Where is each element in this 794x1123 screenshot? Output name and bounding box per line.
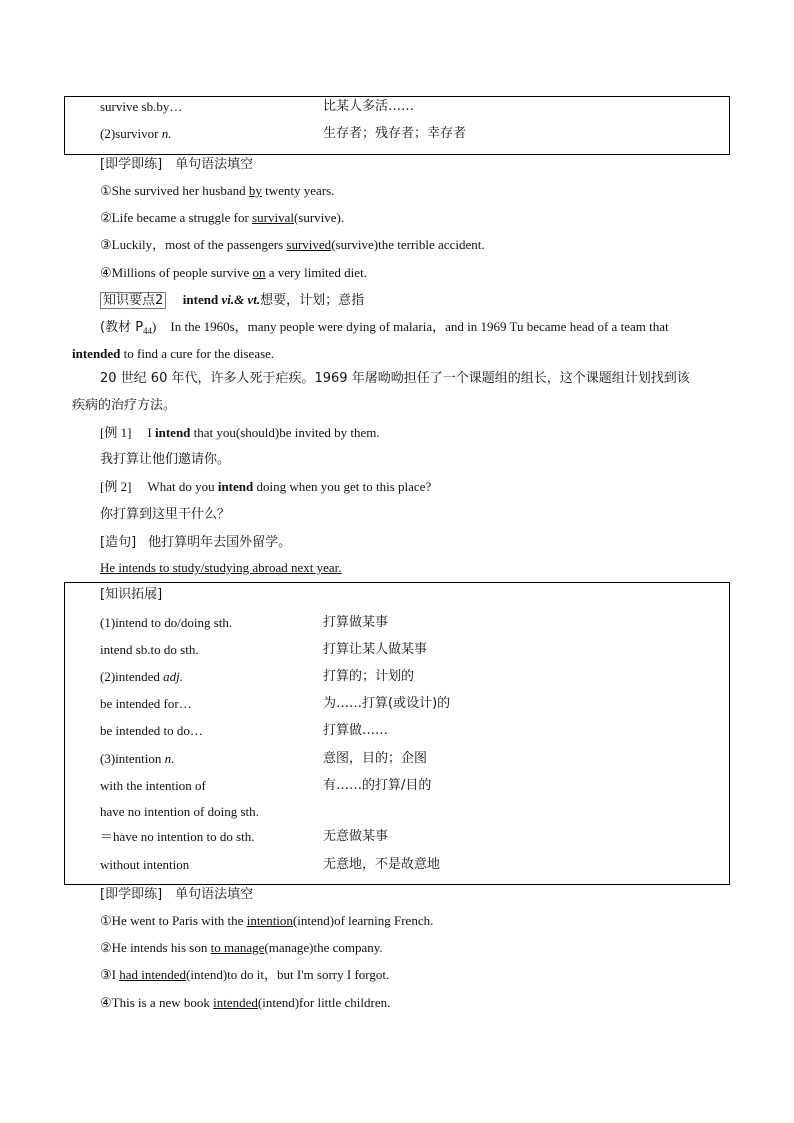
knowledge-point-label: 知识要点2 [100,292,166,309]
example-1-translation: 我打算让他们邀请你。 [100,452,231,467]
box2-term: have no intention of doing sth. [100,804,259,819]
box2-term: (2)intended adj. [100,669,184,684]
box2-term: be intended for… [100,696,192,711]
answer-blank: had intended [119,967,187,982]
practice1-item-4: ④Millions of people survive on a very limited diet. [100,265,367,280]
box2-term: without intention [100,857,190,872]
box2-meaning: 打算做…… [323,723,389,738]
example-1: [例 1] I intend that you(should)be invited by them. [100,425,380,440]
box2-meaning: 为……打算(或设计)的 [323,696,451,711]
answer-blank: to manage [210,940,265,955]
headword-pos: vi.& vt. [221,292,261,307]
box2-meaning: 打算让某人做某事 [323,642,428,657]
box2-meaning: 无意地，不是故意地 [323,857,441,872]
practice1-item-3: ③Luckily，most of the passengers survived(survive)the terrible accident. [100,237,485,252]
box2-term: intend sb.to do sth. [100,642,199,657]
box2-meaning: 意图，目的；企图 [323,751,428,766]
box2-term: (3)intention n. [100,751,175,766]
box2-header: [知识拓展] [100,587,163,602]
box1-meaning-1: 比某人多活…… [323,99,415,114]
practice2-item-4: ④This is a new book intended(intend)for little children. [100,995,391,1010]
practice2-header: [即学即练] 单句语法填空 [100,887,254,902]
box2-term: ＝have no intention to do sth. [100,829,255,844]
textbook-translation-line2: 疾病的治疗方法。 [72,398,177,413]
box1-term-2-pos: n. [161,126,172,141]
example-2: [例 2] What do you intend doing when you get to this place? [100,479,432,494]
answer-blank: survived [286,237,332,252]
practice2-item-3: ③I had intended(intend)to do it，but I'm sorry I forgot. [100,967,390,982]
textbook-sentence-text: In the 1960s，many people were dying of malaria，and in 1969 Tu became head of a team that [170,319,669,334]
example-2-translation: 你打算到这里干什么？ [100,507,231,522]
box1-term-1: survive sb.by… [100,99,183,114]
textbook-translation-line1: 20 世纪 60 年代，许多人死于疟疾。1969 年屠呦呦担任了一个课题组的组长，这个课题组计划找到该 [100,371,690,386]
box2-term: (1)intend to do/doing sth. [100,615,233,630]
practice2-item-2: ②He intends his son to manage(manage)the company. [100,940,383,955]
make-sentence-answer: He intends to study/studying abroad next year. [100,560,342,575]
box1-term-2 [100,125,172,143]
answer-blank: intended [213,995,258,1010]
headword-meaning: 想要，计划；意指 [260,293,365,308]
box1-term-2-text: (2)survivor [100,126,162,141]
box2-meaning: 打算的；计划的 [323,669,415,684]
knowledge-point-heading [100,291,364,310]
answer-blank: on [252,265,266,280]
answer-blank: survival [252,210,294,225]
box2-term: be intended to do… [100,723,203,738]
practice2-item-1: ①He went to Paris with the intention(intend)of learning French. [100,913,434,928]
practice1-header: [即学即练] 单句语法填空 [100,157,254,172]
headword: intend [182,292,219,307]
box2-term: with the intention of [100,778,206,793]
box2-meaning: 无意做某事 [323,829,389,844]
example-label: [例 2] [100,479,132,494]
box2-meaning: 有……的打算/目的 [323,778,432,793]
textbook-sentence-line1: (教材 $P_{44}$) In the 1960s，many people were dying of malaria，and in 1969 Tu became head of a team that [100,319,669,336]
answer-blank: intention [246,913,293,928]
make-sentence-prompt: [造句] 他打算明年去国外留学。 [100,535,292,550]
practice1-item-2: ②Life became a struggle for survival(survive). [100,210,345,225]
practice1-item-1: ①She survived her husband by twenty years. [100,183,335,198]
box1-meaning-2: 生存者；残存者；幸存者 [323,126,467,141]
box2-meaning: 打算做某事 [323,615,389,630]
example-label: [例 1] [100,425,132,440]
answer-blank: by [248,183,262,198]
textbook-sentence-line2: intended to find a cure for the disease. [72,346,275,361]
